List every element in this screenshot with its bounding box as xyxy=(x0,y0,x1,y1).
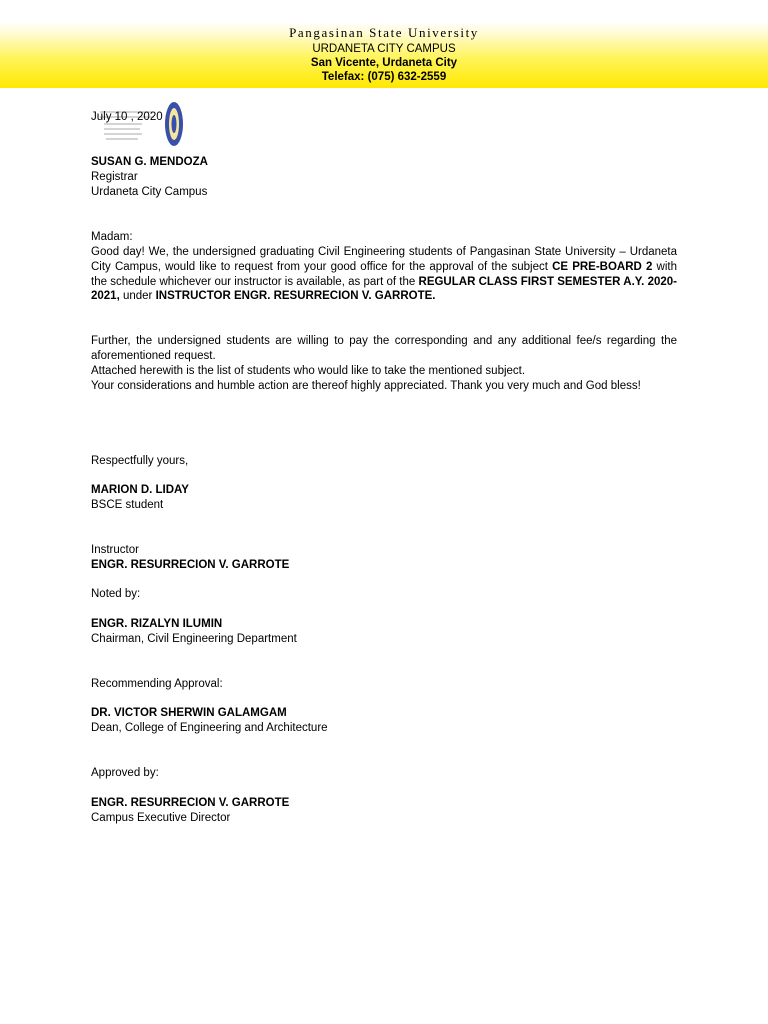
subject-code: CE PRE-BOARD 2 xyxy=(552,260,653,273)
academic-term: REGULAR CLASS FIRST SEMESTER A.Y. 2020-2021, xyxy=(91,275,677,303)
instructor-reference: INSTRUCTOR ENGR. RESURRECION V. GARROTE. xyxy=(155,290,436,303)
noted-name: ENGR. RIZALYN ILUMIN xyxy=(91,618,223,630)
campus-name: URDANETA CITY CAMPUS xyxy=(312,43,456,55)
body-paragraph-4: Your considerations and humble action are thereof highly appreciated. Thank you very much and God bless! xyxy=(91,380,641,392)
approved-name: ENGR. RESURRECION V. GARROTE xyxy=(91,797,290,809)
signatory-title: BSCE student xyxy=(91,499,164,511)
closing: Respectfully yours, xyxy=(91,455,189,467)
recommending-label: Recommending Approval: xyxy=(91,678,223,690)
letterhead xyxy=(0,24,768,84)
body1-text-3: under xyxy=(119,290,156,303)
body-paragraph-3: Attached herewith is the list of students who would like to take the mentioned subject. xyxy=(91,365,526,377)
instructor-name: ENGR. RESURRECION V. GARROTE xyxy=(91,559,290,571)
instructor-label: Instructor xyxy=(91,544,139,556)
body-paragraph-2: Further, the undersigned students are willing to pay the corresponding and any additional fee/s regarding the aforementioned request. xyxy=(91,335,677,362)
body1-text-2: with the schedule whichever our instructor is available, as part of the xyxy=(91,260,677,288)
noted-label: Noted by: xyxy=(91,588,141,600)
recommending-title: Dean, College of Engineering and Architecture xyxy=(91,722,328,734)
campus-address: San Vicente, Urdaneta City xyxy=(310,57,458,69)
body1-text-1: Good day! We, the undersigned graduating Civil Engineering students of Pangasinan State University – Urdaneta City Campus, would like to request from your good office for the approval of the subject xyxy=(91,246,677,273)
approved-title: Campus Executive Director xyxy=(91,812,231,824)
letter-date: July 10 , 2020 xyxy=(91,111,163,123)
salutation: Madam: xyxy=(91,231,133,243)
university-name: Pangasinan State University xyxy=(289,25,479,40)
recipient-title: Registrar xyxy=(91,171,138,183)
noted-title: Chairman, Civil Engineering Department xyxy=(91,633,297,645)
recipient-name: SUSAN G. MENDOZA xyxy=(91,156,208,168)
signatory-name: MARION D. LIDAY xyxy=(91,484,189,496)
body-paragraph-1 xyxy=(91,245,677,304)
recommending-name: DR. VICTOR SHERWIN GALAMGAM xyxy=(91,707,287,719)
approved-label: Approved by: xyxy=(91,767,159,779)
recipient-office: Urdaneta City Campus xyxy=(91,186,208,198)
telefax: Telefax: (075) 632-2559 xyxy=(321,71,447,83)
